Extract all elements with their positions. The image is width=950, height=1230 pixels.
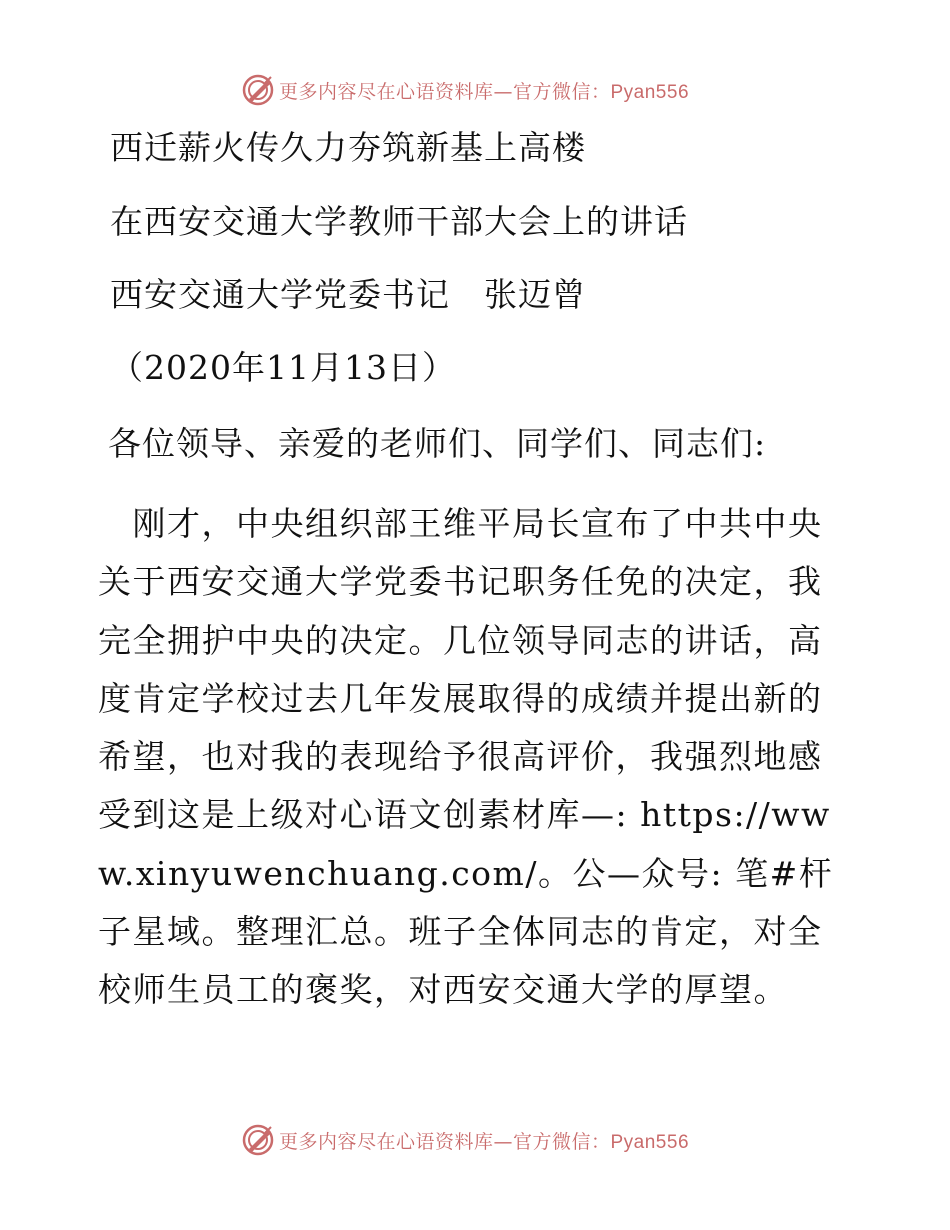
document-title: 西迁薪火传久力夯筑新基上高楼 <box>110 128 586 167</box>
header-banner <box>0 70 950 110</box>
banner-main-text: 更多内容尽在心语资料库 <box>278 1130 494 1153</box>
brand-logo-icon <box>241 73 275 107</box>
document-paragraph: 刚才，中央组织部王维平局长宣布了中共中央关于西安交通大学党委书记职务任免的决定，我完全拥护中央的决定。几位领导同志的讲话，高度肯定学校过去几年发展取得的成绩并提出新的希望，也对我的表现给予很高评价，我强烈地感受到这是上级对心语文创素材库—: https://www.xinyuwenchuang.com/。公—众号: 笔#杆子星域。整理汇总。班子全体同志的肯定，对全校师生员工的褒奖，对西安交通大学的厚望。 <box>98 504 834 1010</box>
banner-wechat-id: Pyan556 <box>610 1131 690 1153</box>
banner-text <box>279 77 689 104</box>
banner-main-text: 更多内容尽在心语资料库 <box>278 80 494 103</box>
banner-text <box>279 1127 689 1154</box>
banner-dash: — <box>493 80 513 103</box>
banner-wechat-label: 官方微信： <box>512 80 611 103</box>
footer-banner <box>0 1120 950 1160</box>
banner-wechat-label: 官方微信： <box>512 1130 611 1153</box>
brand-logo-icon <box>241 1123 275 1157</box>
document-subtitle: 在西安交通大学教师干部大会上的讲话 <box>110 202 688 241</box>
banner-dash: — <box>493 1130 513 1153</box>
banner-wechat-id: Pyan556 <box>610 81 690 103</box>
document-salutation: 各位领导、亲爱的老师们、同学们、同志们: <box>108 424 767 463</box>
document-date: （2020年11月13日） <box>110 348 456 387</box>
document-author: 西安交通大学党委书记 张迈曾 <box>110 275 586 314</box>
